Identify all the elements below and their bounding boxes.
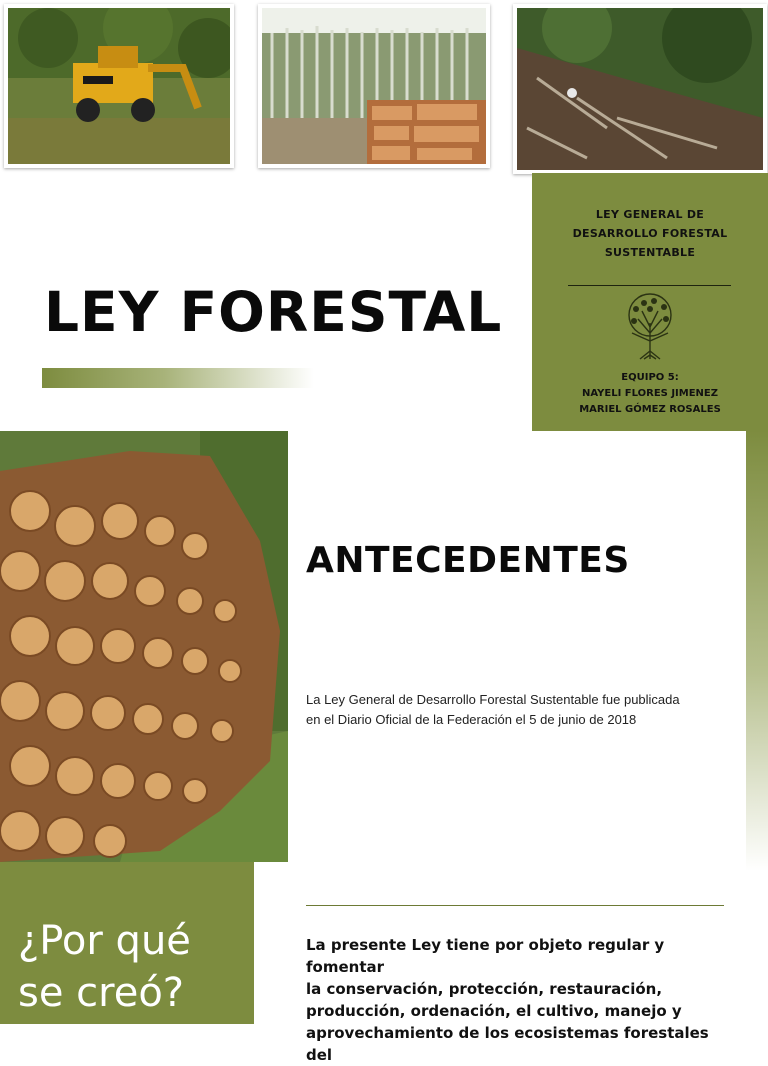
decorative-gradient-strip <box>746 431 768 871</box>
title-info-panel <box>532 173 768 431</box>
law-name-line: DESARROLLO FORESTAL <box>572 227 728 240</box>
tree-icon <box>622 293 678 367</box>
objeto-paragraph <box>306 934 736 1066</box>
stacked-logs-photo <box>0 431 288 862</box>
paragraph-line: en el Diario Oficial de la Federación el 5 de junio de 2018 <box>306 712 637 727</box>
title-accent-bar <box>42 368 314 388</box>
paragraph-line: aprovechamiento de los ecosistemas forestales del <box>306 1024 709 1064</box>
excavator-photo <box>4 4 234 168</box>
paragraph-line: La Ley General de Desarrollo Forestal Sustentable fue publicada <box>306 692 680 707</box>
why-heading <box>18 915 248 1019</box>
law-full-name <box>532 205 768 262</box>
why-heading-line: ¿Por qué <box>18 918 191 964</box>
antecedentes-paragraph <box>306 690 726 730</box>
team-credits <box>532 370 768 418</box>
law-name-line: SUSTENTABLE <box>604 246 696 259</box>
paragraph-line: La presente Ley tiene por objeto regular y fomentar <box>306 936 665 976</box>
page-title: LEY FORESTAL <box>44 280 503 344</box>
team-member: NAYELI FLORES JIMENEZ <box>581 388 719 399</box>
law-name-line: LEY GENERAL DE <box>595 208 705 221</box>
log-plantation-photo <box>258 4 490 168</box>
paragraph-line: la conservación, protección, restauración, <box>306 980 663 998</box>
why-heading-line: se creó? <box>18 970 185 1016</box>
panel-divider <box>568 285 731 286</box>
section-heading-antecedentes: ANTECEDENTES <box>306 540 630 581</box>
section-divider <box>306 905 724 906</box>
deforestation-photo <box>513 4 767 174</box>
paragraph-line: producción, ordenación, el cultivo, manejo y <box>306 1002 682 1020</box>
team-member: MARIEL GÓMEZ ROSALES <box>579 404 721 415</box>
team-label: EQUIPO 5: <box>621 372 679 383</box>
